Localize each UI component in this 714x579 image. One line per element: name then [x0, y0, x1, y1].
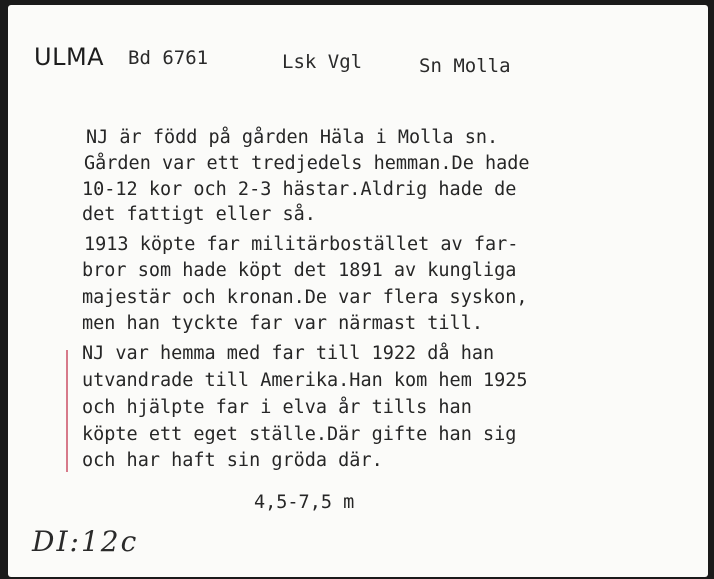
body-line: köpte ett eget ställe.Där gifte han sig: [82, 424, 517, 445]
region-label: Lsk Vgl: [282, 51, 363, 73]
handwritten-code: DI:12c: [32, 525, 139, 558]
body-line: NJ var hemma med far till 1922 då han: [82, 343, 495, 364]
body-line: 10-12 kor och 2-3 hästar.Aldrig hade de: [82, 179, 517, 200]
card-header: [34, 43, 694, 83]
body-line: NJ är född på gården Häla i Molla sn.: [86, 127, 499, 148]
volume-label: Bd 6761: [128, 47, 209, 69]
measure-label: 4,5-7,5 m: [254, 492, 355, 513]
body-line: bror som hade köpt det 1891 av kungliga: [82, 260, 517, 281]
body-line: men han tyckte far var närmast till.: [82, 313, 483, 334]
margin-mark: [66, 350, 68, 472]
parish-label: Sn Molla: [419, 55, 511, 77]
body-line: och hjälpte far i elva år tills han: [82, 397, 472, 418]
body-line: och har haft sin gröda där.: [82, 450, 383, 471]
archive-card: [8, 5, 708, 577]
body-line: 1913 köpte far militärbostället av far-: [84, 234, 519, 255]
collection-label: ULMA: [34, 43, 105, 71]
body-line: majestär och kronan.De var flera syskon,: [82, 287, 528, 308]
body-line: utvandrade till Amerika.Han kom hem 1925: [82, 370, 528, 391]
body-line: det fattigt eller så.: [82, 204, 316, 225]
body-line: Gården var ett tredjedels hemman.De hade: [84, 153, 530, 174]
